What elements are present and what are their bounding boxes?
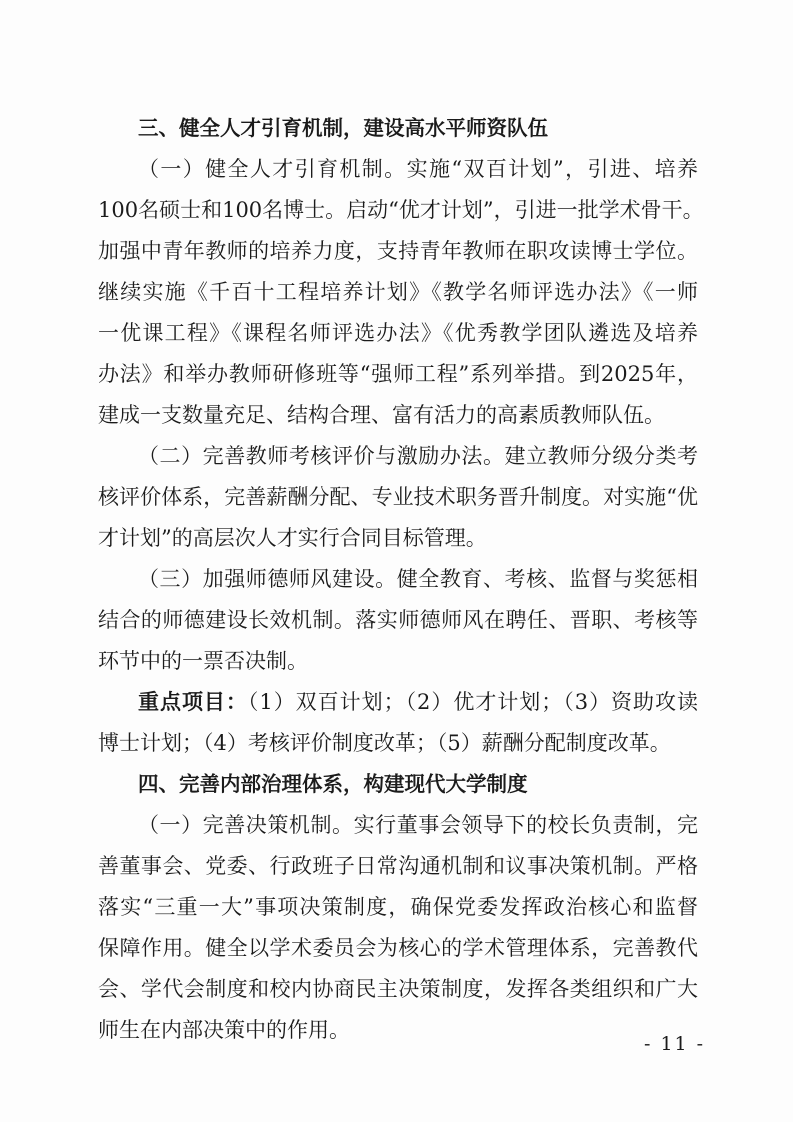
- paragraph-line: 100名硕士和100名博士。启动“优才计划”，引进一批学术骨干。: [98, 198, 704, 222]
- paragraph-line: 善董事会、党委、行政班子日常沟通机制和议事决策机制。严格: [98, 854, 698, 878]
- key-projects-items: （1）双百计划；（2）优才计划；（3）资助攻读: [247, 690, 698, 714]
- section-heading-3: 三、健全人才引育机制，建设高水平师资队伍: [138, 116, 548, 140]
- paragraph-line: 核评价体系，完善薪酬分配、专业技术职务晋升制度。对实施“优: [98, 485, 698, 509]
- paragraph-line: 博士计划；（4）考核评价制度改革；（5）薪酬分配制度改革。: [98, 731, 671, 755]
- key-projects-line: [98, 682, 698, 723]
- body-text: [98, 108, 704, 1051]
- section-heading-4: 四、完善内部治理体系，构建现代大学制度: [138, 772, 528, 796]
- paragraph-line: 会、学代会制度和校内协商民主决策制度，发挥各类组织和广大: [98, 977, 698, 1001]
- paragraph-line: 环节中的一票否决制。: [98, 649, 308, 673]
- paragraph-line: 一优课工程》《课程名师评选办法》《优秀教学团队遴选及培养: [98, 321, 698, 345]
- paragraph-line: 办法》和举办教师研修班等“强师工程”系列举措。到2025年，: [98, 362, 698, 386]
- paragraph-line: （一）健全人才引育机制。实施“双百计划”，引进、培养: [138, 157, 698, 181]
- paragraph-line: 落实“三重一大”事项决策制度，确保党委发挥政治核心和监督: [98, 895, 698, 919]
- paragraph-line: 加强中青年教师的培养力度，支持青年教师在职攻读博士学位。: [98, 239, 698, 263]
- paragraph-line: 继续实施《千百十工程培养计划》《教学名师评选办法》《一师: [98, 280, 698, 304]
- paragraph-line: （三）加强师德师风建设。健全教育、考核、监督与奖惩相: [138, 567, 698, 591]
- paragraph-line: （二）完善教师考核评价与激励办法。建立教师分级分类考: [138, 444, 698, 468]
- paragraph-line: 建成一支数量充足、结构合理、富有活力的高素质教师队伍。: [98, 403, 665, 427]
- key-projects-label: 重点项目：: [138, 690, 248, 714]
- paragraph-line: 师生在内部决策中的作用。: [98, 1018, 350, 1042]
- paragraph-line: 才计划”的高层次人才实行合同目标管理。: [98, 526, 487, 550]
- paragraph-line: （一）完善决策机制。实行董事会领导下的校长负责制，完: [138, 813, 698, 837]
- paragraph-line: 结合的师德建设长效机制。落实师德师风在聘任、晋职、考核等: [98, 608, 698, 632]
- paragraph-line: 保障作用。健全以学术委员会为核心的学术管理体系，完善教代: [98, 936, 698, 960]
- page-number: - 11 -: [644, 1033, 706, 1055]
